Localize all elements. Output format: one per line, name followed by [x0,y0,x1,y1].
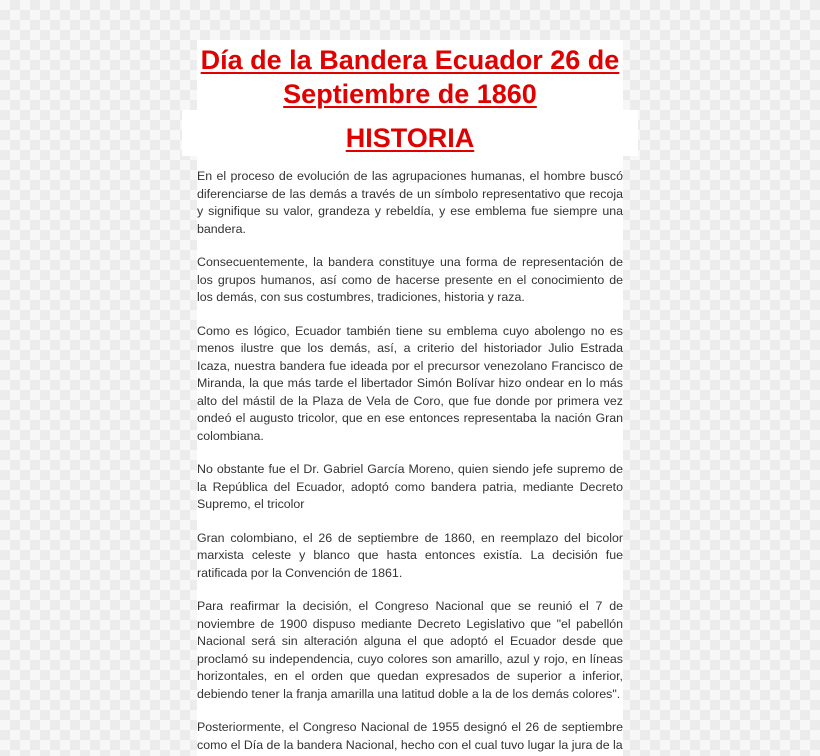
paragraph-3: Como es lógico, Ecuador también tiene su emblema cuyo abolengo no es menos ilustre que los demás, así, a criterio del historiador Julio Estrada Icaza, nuestra bandera fue ideada por el precursor venezolano Francisco de Miranda, la que más tarde el libertador Simón Bolívar hizo ondear en lo más alto del mástil de la Plaza de Vela de Coro, que fue donde por primera vez ondeó el augusto tricolor, que en ese entonces representaba la nación Gran colombiana. [197,323,623,443]
paragraph-2: Consecuentemente, la bandera constituye una forma de representación de los grupos humanos, así como de hacerse presente en el conocimiento de los demás, con sus costumbres, tradiciones, historia y raza. [197,255,623,304]
paragraph-1: En el proceso de evolución de las agrupaciones humanas, el hombre buscó diferenciarse de las demás a través de un símbolo representativo que recoja y signifique su valor, grandeza y rebeldía, y ese emblema fue siempre una bandera. [197,169,623,236]
paragraph-6: Para reafirmar la decisión, el Congreso Nacional que se reunió el 7 de noviembre de 1900 dispuso mediante Decreto Legislativo que "el pabellón Nacional será sin alteración alguna el que adoptó el Ecuador desde que proclamó su independencia, cuyo colores son amarillo, azul y rojo, en líneas horizontales, en el orden que quedan expresados de superior a inferior, debiendo tener la franja amarilla una latitud doble a la de los demás colores". [197,599,623,701]
document-title: Día de la Bandera Ecuador 26 de Septiembre de 1860 [200,45,620,109]
document-body [197,168,623,752]
section-heading: HISTORIA [345,123,475,153]
paragraph-5: Gran colombiano, el 26 de septiembre de 1860, en reemplazo del bicolor marxista celeste y blanco que hasta entonces existía. La decisión fue ratificada por la Convención de 1861. [197,530,623,580]
paragraph-4: No obstante fue el Dr. Gabriel García Moreno, quien siendo jefe supremo de la República del Ecuador, adoptó como bandera patria, mediante Decreto Supremo, el tricolor [197,462,623,511]
paragraph-7: Posteriormente, el Congreso Nacional de 1955 designó el 26 de septiembre como el Día de la bandera Nacional, hecho con el cual tuvo lugar la jura de la [197,720,623,752]
